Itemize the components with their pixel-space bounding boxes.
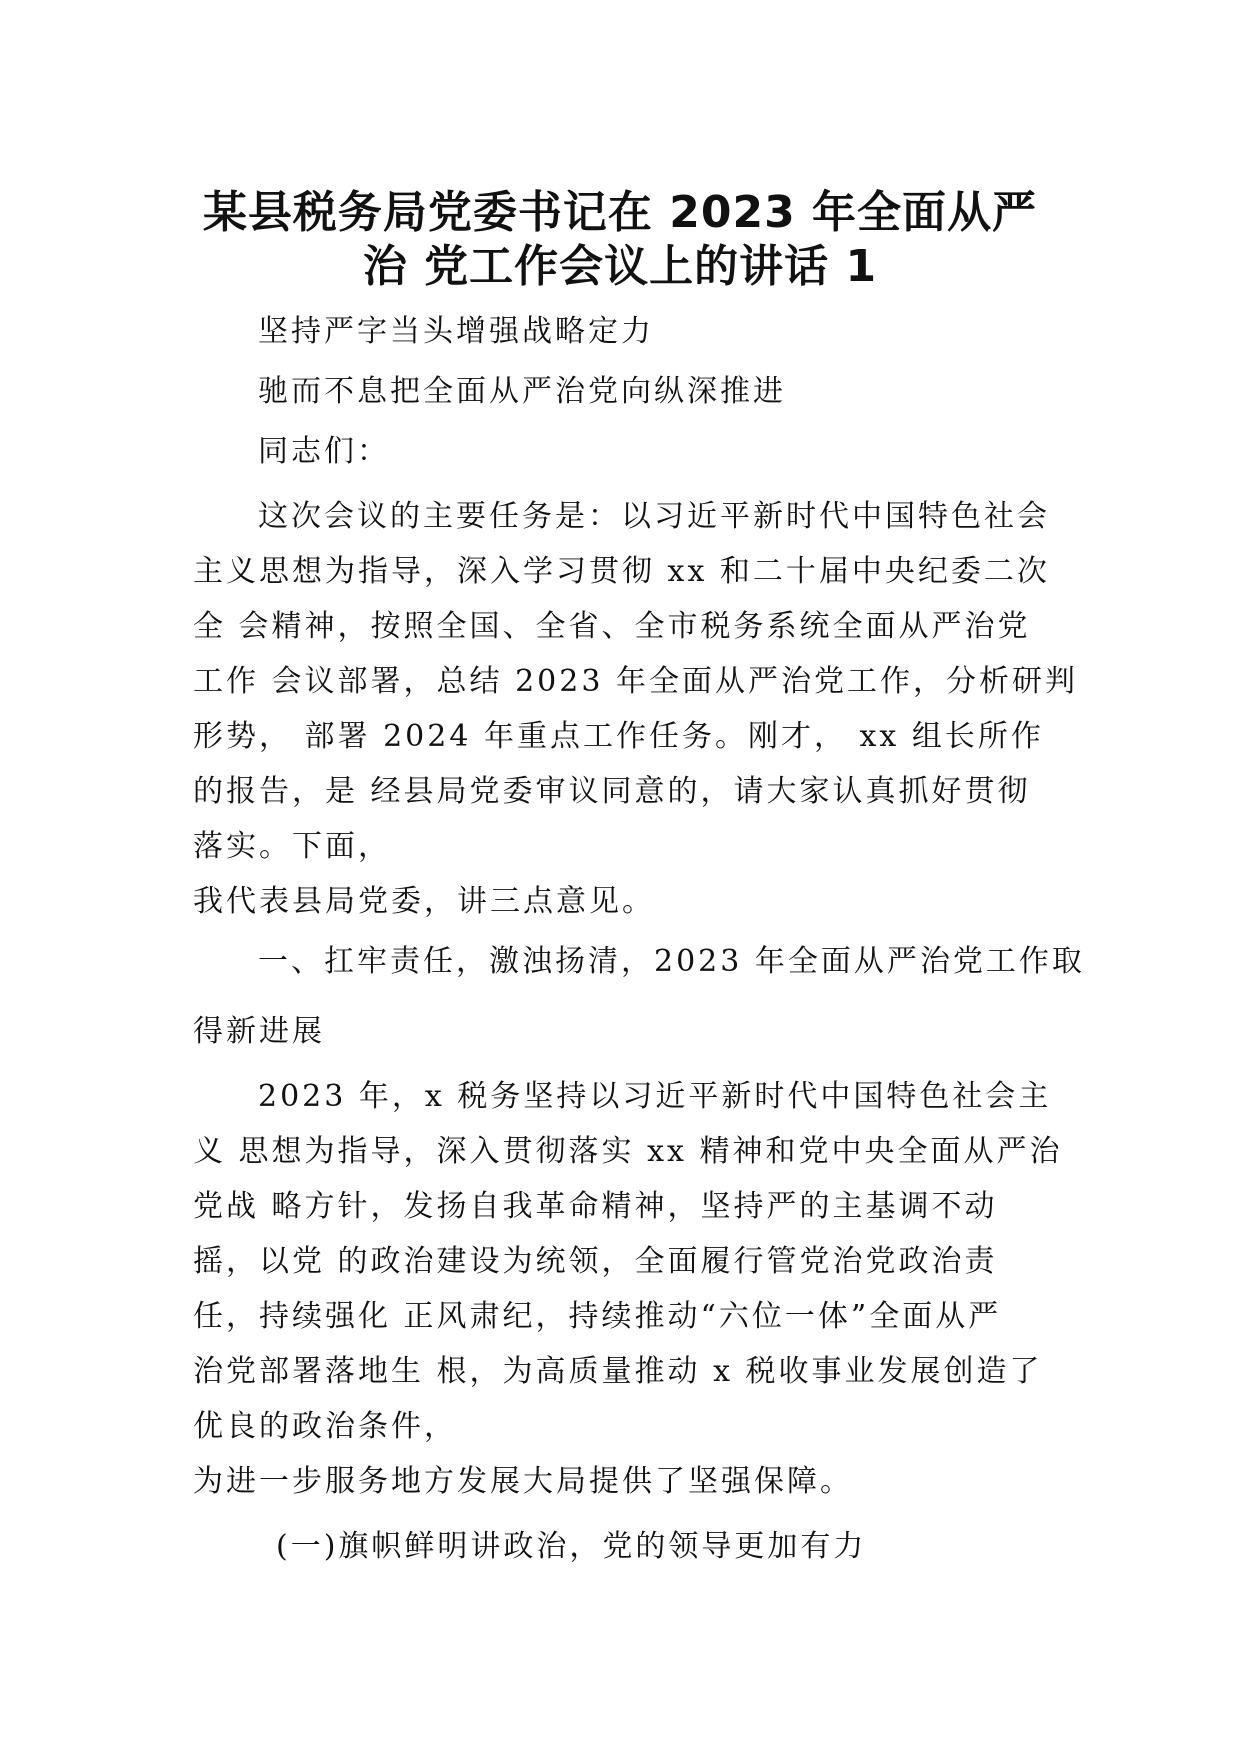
body-line: 的报告，是 经县局党委审议同意的，请大家认真抓好贯彻 [193,774,1031,809]
body-line: 主义思想为指导，深入学习贯彻 xx 和二十届中央纪委二次 [193,554,1050,589]
body-line: 党战 略方针，发扬自我革命精神，坚持严的主基调不动 [193,1189,998,1224]
subtitle-line-2: 驰而不息把全面从严治党向纵深推进 [258,374,786,409]
body-line: 治党部署落地生 根，为高质量推动 x 税收事业发展创造了 [193,1354,1043,1389]
subsection-heading: (一)旗帜鲜明讲政治，党的领导更加有力 [276,1529,867,1564]
section-heading-line-2: 得新进展 [193,1014,325,1049]
body-line: 摇，以党 的政治建设为统领，全面履行管党治党政治责 [193,1244,998,1279]
body-line: 任，持续强化 正风肃纪，持续推动“六位一体”全面从严 [193,1299,1002,1334]
body-line: 为进一步服务地方发展大局提供了坚强保障。 [193,1464,853,1499]
body-line: 形势， 部署 2024 年重点工作任务。刚才， xx 组长所作 [193,719,1044,754]
salutation: 同志们： [258,434,390,469]
document-title-line-1: 某县税务局党委书记在 2023 年全面从严 [202,187,1038,238]
body-line: 优良的政治条件， [193,1409,457,1444]
document-title-line-2: 治 党工作会议上的讲话 1 [362,241,878,292]
body-line: 全 会精神，按照全国、全省、全市税务系统全面从严治党 [193,609,1031,644]
body-line: 2023 年，x 税务坚持以习近平新时代中国特色社会主 [258,1079,1052,1114]
body-line: 落实。下面， [193,829,391,864]
body-line: 这次会议的主要任务是：以习近平新时代中国特色社会 [258,499,1050,534]
section-heading-line-1: 一、扛牢责任，激浊扬清，2023 年全面从严治党工作取 [258,944,1085,979]
body-line: 义 思想为指导，深入贯彻落实 xx 精神和党中央全面从严治 [193,1134,1063,1169]
body-line: 我代表县局党委，讲三点意见。 [193,884,655,919]
body-line: 工作 会议部署，总结 2023 年全面从严治党工作，分析研判 [193,664,1078,699]
subtitle-line-1: 坚持严字当头增强战略定力 [258,314,654,349]
